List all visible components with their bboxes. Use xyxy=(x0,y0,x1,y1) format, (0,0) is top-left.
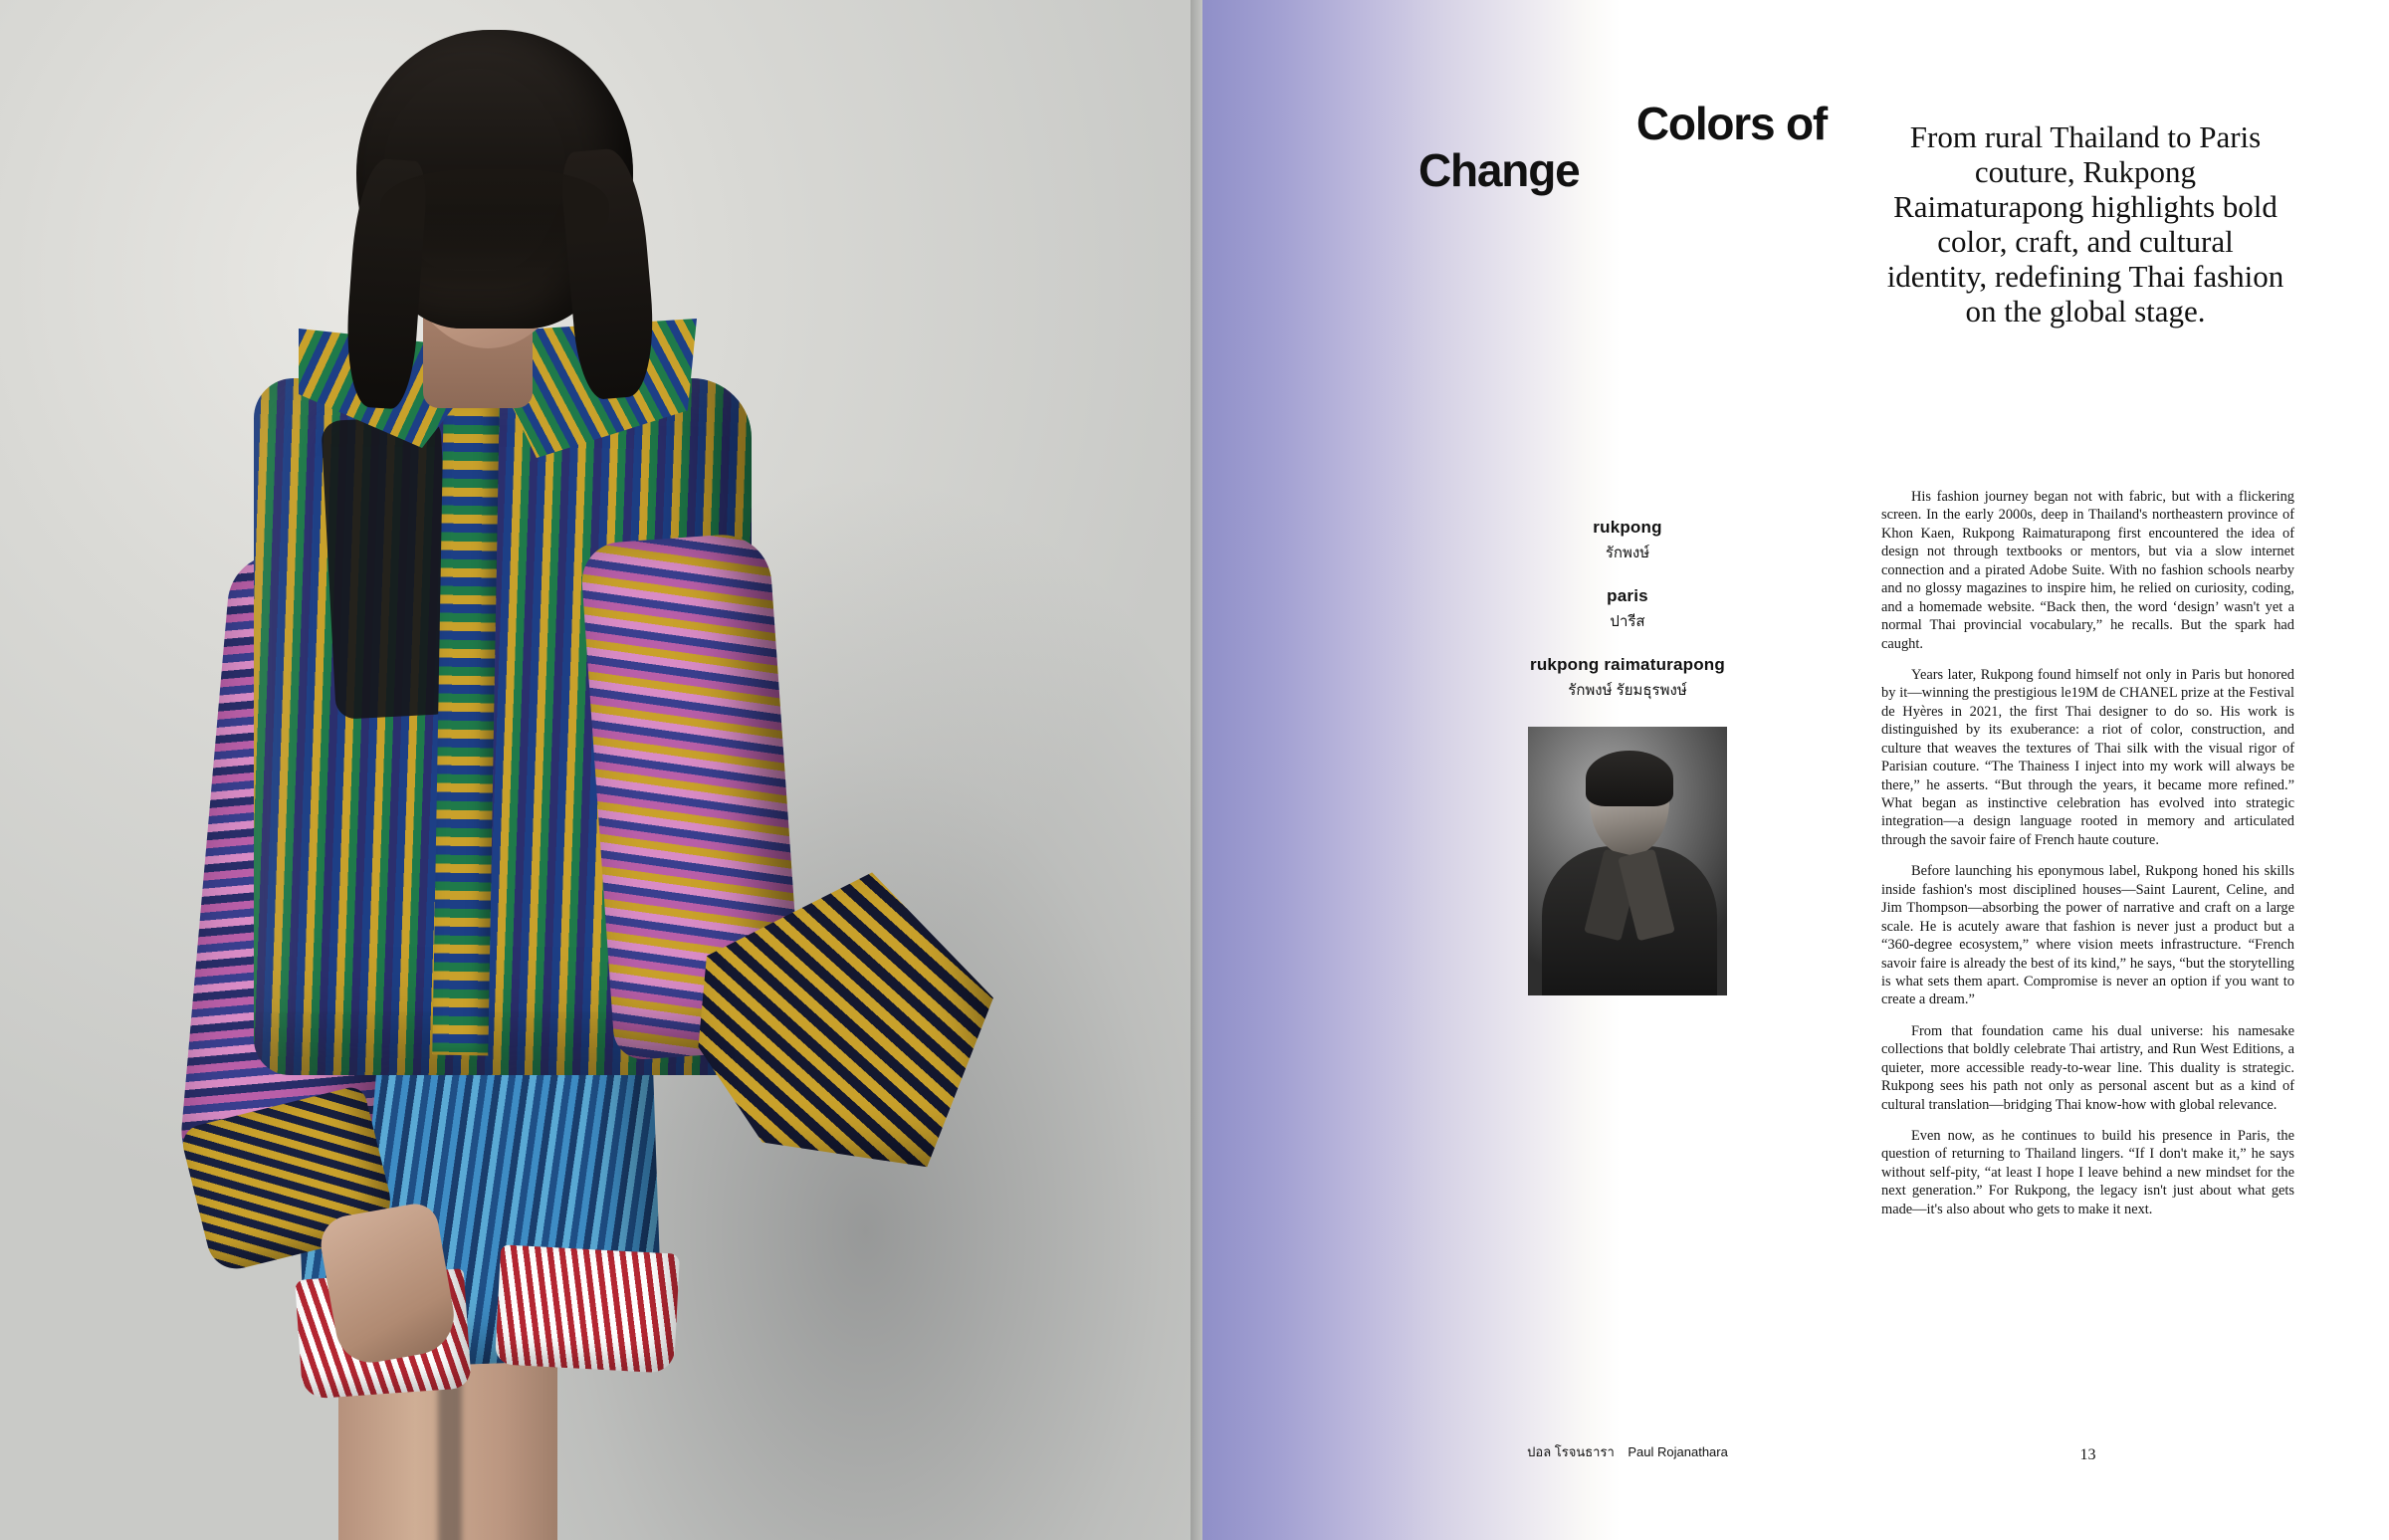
credit-city-en: paris xyxy=(1607,586,1648,605)
shorts-hem-right xyxy=(495,1244,680,1373)
credit-fullname-en: rukpong raimaturapong xyxy=(1530,655,1725,674)
credit-fullname-th: รักพงษ์ รัยมธุรพงษ์ xyxy=(1568,682,1687,699)
portrait-photo xyxy=(1528,727,1727,995)
credit-item xyxy=(1413,518,1842,564)
body-paragraph: Years later, Rukpong found himself not only in Paris but honored by it—winning the prestigious le19M de CHANEL prize at the Festival de Hyères in 2021, the first Thai designer to do so. His work is distinguished by its exuberance: a riot of color, construction, and culture that weaves the textures of Thai silk with the visual rigor of Parisian couture. “The Thainess I inject into my work will always be there,” he asserts. “But through the years, it became more refined.” What began as instinctive celebration has evolved into strategic integration—a design language rooted in memory and articulated through the savoir faire of French haute couture. xyxy=(1881,666,2294,848)
portrait-hair xyxy=(1586,751,1673,806)
body-paragraph: Even now, as he continues to build his presence in Paris, the question of returning to Thailand lingers. “If I don't make it,” he says without self-pity, “at least I hope I leave behind a new mindset for the next generation.” For Rukpong, the legacy isn't just about what gets made—it's also about who gets to make it next. xyxy=(1881,1128,2294,1217)
headline-line-2: Change xyxy=(1418,144,1580,197)
inner-tshirt xyxy=(321,415,456,720)
article-page xyxy=(1394,0,2389,1540)
author-credit xyxy=(1413,1441,1842,1462)
credit-item xyxy=(1413,586,1842,633)
author-name-th: ปอล โรจนธารา xyxy=(1527,1444,1615,1459)
shirt-placket xyxy=(432,398,500,1056)
credit-city-th: ปารีส xyxy=(1610,613,1645,630)
body-paragraph: Before launching his eponymous label, Rukpong honed his skills inside fashion's most disciplined houses—Saint Laurent, Celine, and Jim Thompson—absorbing the power of narrative and craft on a large scale. He is acutely aware that fashion is never just a product but a “360-degree ecosystem,” where vision meets infrastructure. “French savoir faire is already the best of its kind,” he says, “but the storytelling is what sets them apart. Compromise is never an option if you want to create a dream.” xyxy=(1881,863,2294,1008)
article-body xyxy=(1881,488,2294,1231)
page-title xyxy=(1418,97,1846,197)
author-name-latin: Paul Rojanathara xyxy=(1628,1444,1728,1459)
body-paragraph: His fashion journey began not with fabric, but with a flickering screen. In the early 2000s, deep in Thailand's northeastern province of Khon Kaen, Rukpong Raimaturapong first encountered the idea of design not through textbooks or mentors, but via a slow internet connection and a pirated Adobe Suite. With no fashion schools nearby and no glossy magazines to inspire him, he relied on curiosity, coding, and a homemade website. “Back then, the word ‘design’ wasn't yet a normal Thai provincial vocabulary,” he recalls. But the spark had caught. xyxy=(1881,489,2294,652)
model-hair-fringe xyxy=(380,169,609,259)
page-number: 13 xyxy=(2079,1446,2096,1463)
headline-line-1: Colors of xyxy=(1635,97,1827,149)
body-paragraph: From that foundation came his dual universe: his namesake collections that boldly celebrate Thai artistry, and Run West Editions, a quieter, more accessible ready-to-wear line. This duality is strategic. Rukpong sees his path not only as personal ascent but as a kind of cultural translation—bridging Thai know-how with global relevance. xyxy=(1881,1022,2294,1113)
credit-name-en: rukpong xyxy=(1593,518,1662,537)
credits-block xyxy=(1413,518,1842,724)
credit-name-th: รักพงษ์ xyxy=(1605,545,1650,561)
credit-item xyxy=(1413,655,1842,702)
standfirst-deck: From rural Thailand to Paris couture, Rukpong Raimaturapong highlights bold color, craft, and cultural identity, redefining Thai fashion on the global stage. xyxy=(1886,119,2284,330)
